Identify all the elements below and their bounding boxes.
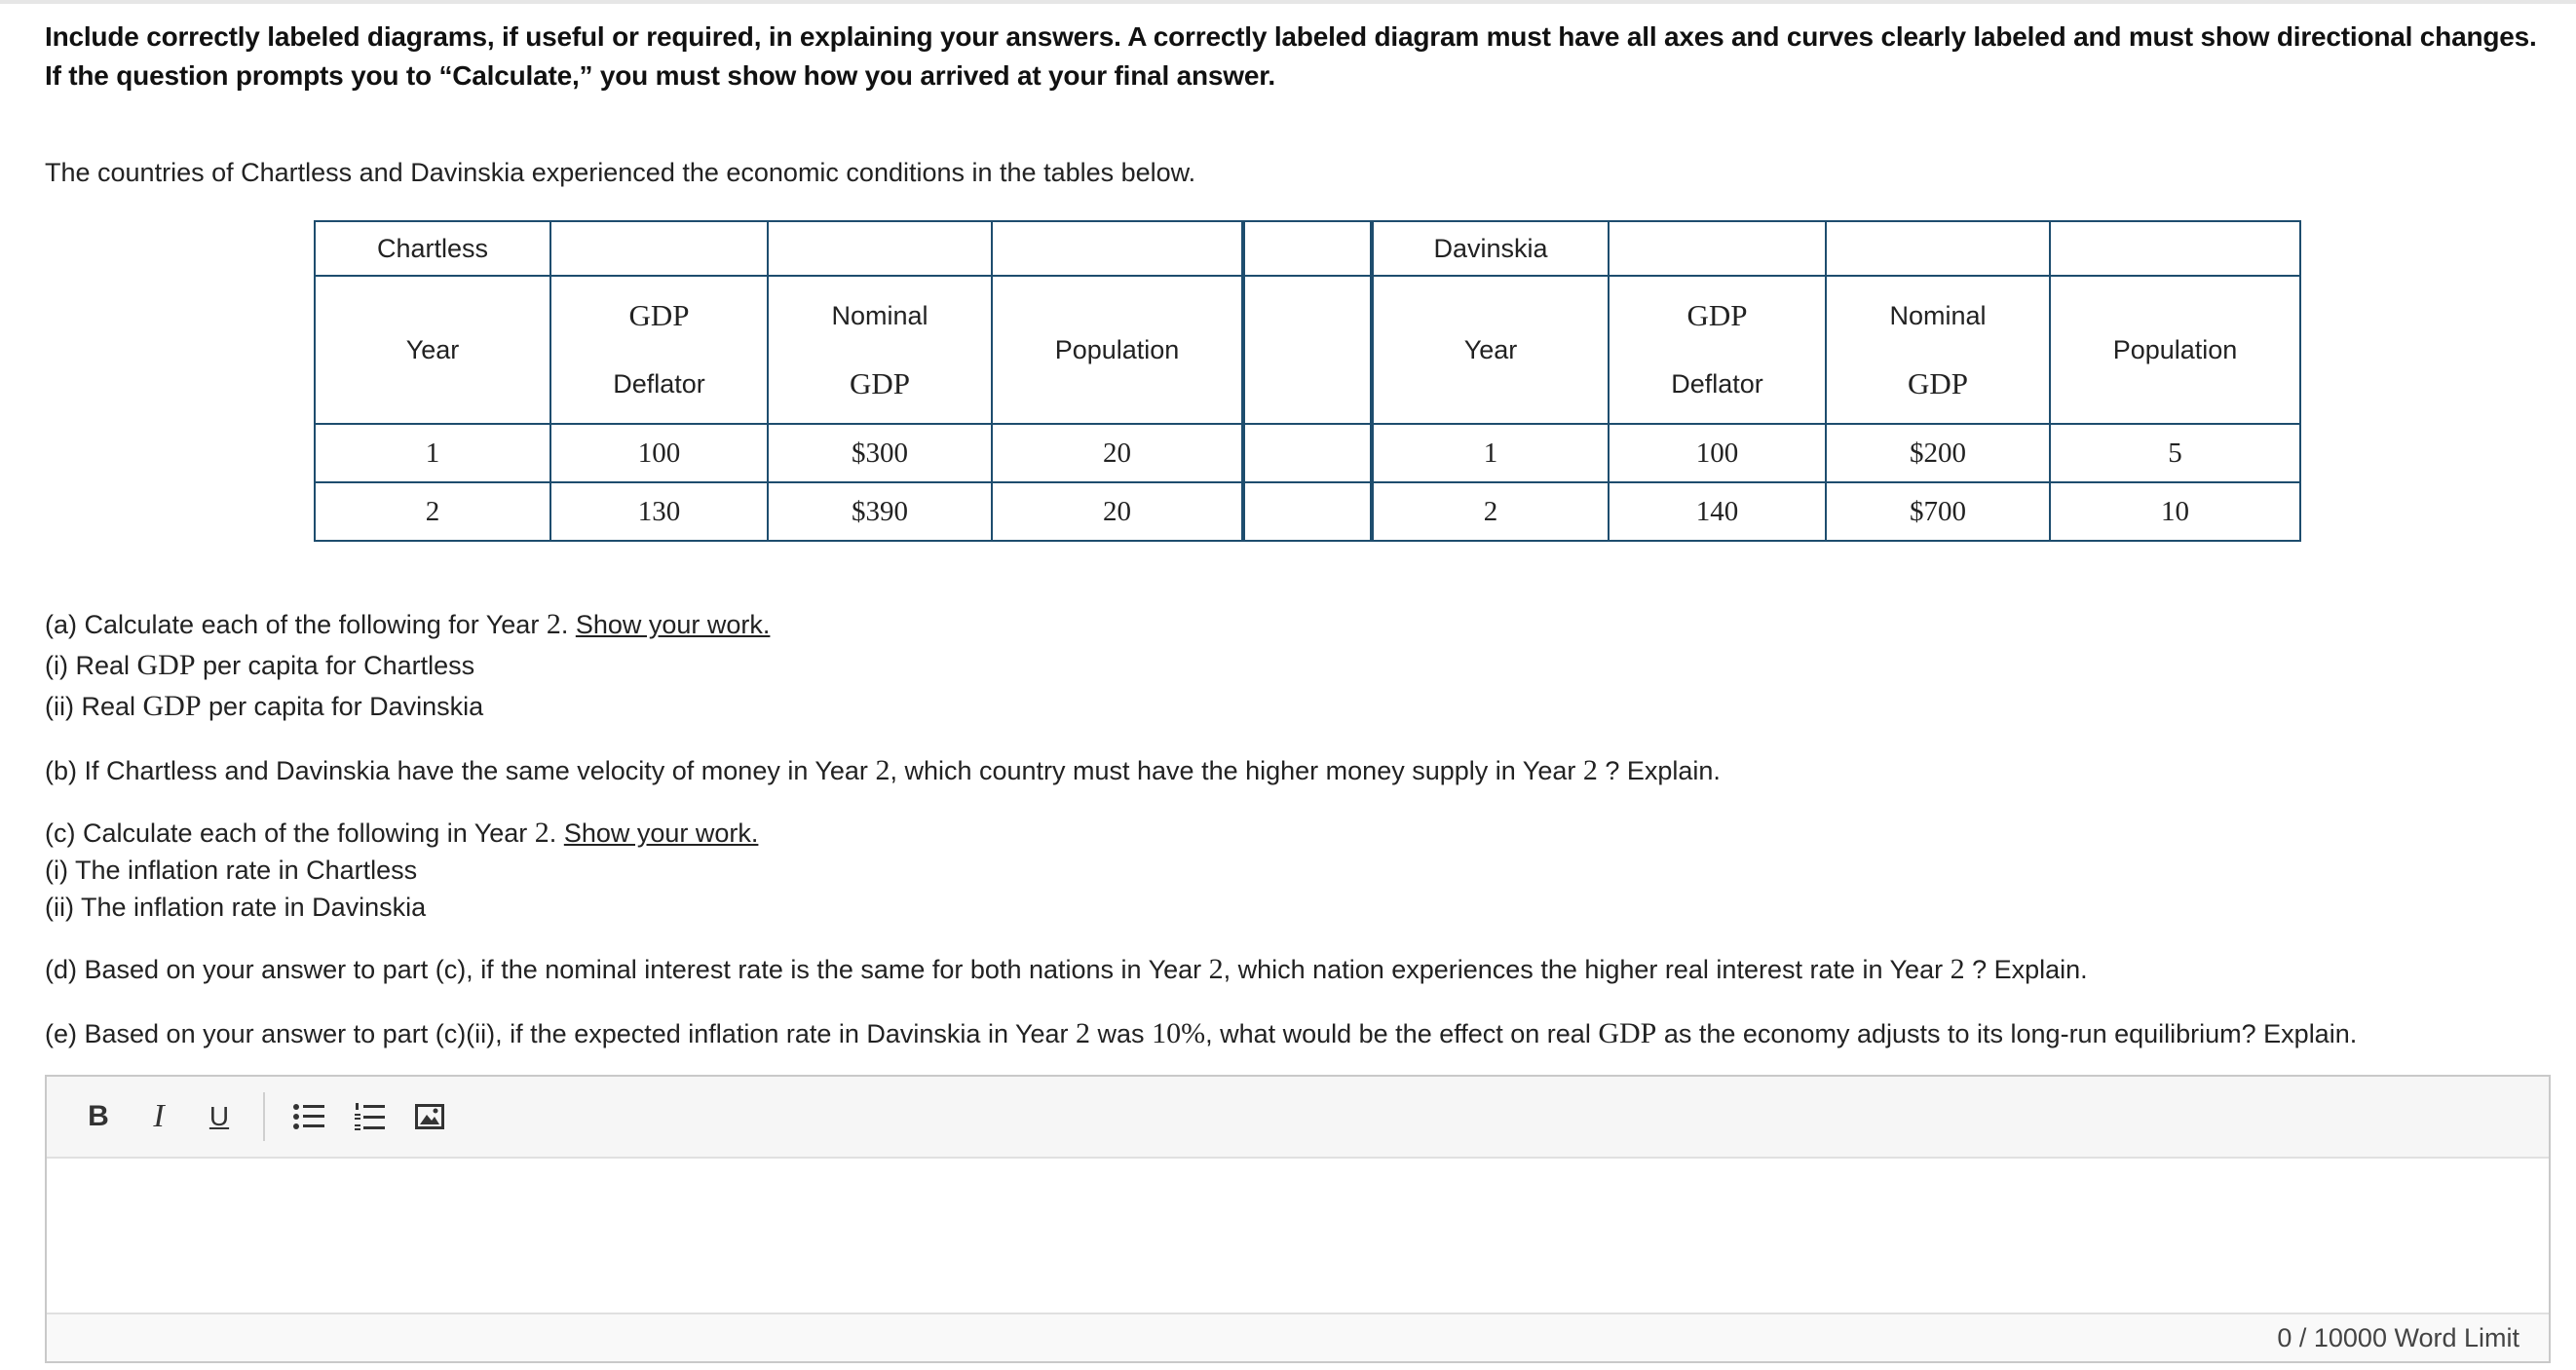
bold-button[interactable]: B: [88, 1100, 109, 1132]
table-gap: [1243, 220, 1372, 542]
underline-button[interactable]: U: [208, 1101, 230, 1131]
header-nominal-gdp: Nominal GDP: [1826, 276, 2050, 424]
header-population: Population: [992, 276, 1242, 424]
tables-container: [314, 220, 2301, 542]
question-b: (b) If Chartless and Davinskia have the same velocity of money in Year 2, which country must have the higher money supply in Year 2 ? Explain.: [45, 754, 1721, 786]
table-davinskia: [1372, 220, 2301, 542]
answer-editor: [45, 1075, 2551, 1363]
editor-status-bar: [47, 1313, 2549, 1361]
intro-text: The countries of Chartless and Davinskia experienced the economic conditions in the tables below.: [45, 158, 1196, 187]
question-a: (a) Calculate each of the following for Year 2. Show your work. (i) Real GDP per capita for Chartless (ii) Real GDP per capita for Davinskia: [45, 608, 771, 722]
question-content: [45, 18, 2549, 1049]
insert-image-button[interactable]: [399, 1087, 460, 1146]
word-count: 0 / 10000 Word Limit: [2277, 1322, 2519, 1352]
header-year: Year: [1373, 276, 1609, 424]
toolbar-divider: [263, 1092, 265, 1141]
questions-list: [45, 604, 2357, 1078]
instructions-text: Include correctly labeled diagrams, if useful or required, in explaining your answers. A correctly labeled diagram must have all axes and curves clearly labeled and must show directional changes. If the question prompts you to “Calculate,” you must show how you arrived at your final answer.: [45, 21, 2537, 91]
table-title: Chartless: [315, 221, 550, 276]
editor-toolbar: [47, 1077, 2549, 1159]
bulleted-list-button[interactable]: [279, 1087, 339, 1146]
table-chartless: [314, 220, 1243, 542]
header-nominal-gdp: Nominal GDP: [768, 276, 992, 424]
question-e: (e) Based on your answer to part (c)(ii), if the expected inflation rate in Davinskia in Year 2 was 10%, what would be the effect on real GDP as the economy adjusts to its long-run equilibrium? Explain.: [45, 1017, 2358, 1049]
table-row: 1 100 $300 20: [315, 424, 1242, 482]
image-icon: [415, 1104, 444, 1129]
header-gdp-deflator: GDP Deflator: [550, 276, 768, 424]
header-year: Year: [315, 276, 550, 424]
top-rule: [0, 0, 2576, 4]
answer-text-area[interactable]: [47, 1159, 2549, 1314]
table-row: 1 100 $200 5: [1373, 424, 2300, 482]
table-row: 2 130 $390 20: [315, 482, 1242, 541]
question-d: (d) Based on your answer to part (c), if the nominal interest rate is the same for both nations in Year 2, which nation experiences the higher real interest rate in Year 2 ? Explain.: [45, 953, 2088, 985]
bulleted-list-icon: [293, 1103, 324, 1130]
numbered-list-button[interactable]: [339, 1087, 399, 1146]
italic-button[interactable]: I: [153, 1098, 165, 1134]
header-population: Population: [2050, 276, 2300, 424]
numbered-list-icon: [354, 1102, 385, 1131]
table-row: 2 140 $700 10: [1373, 482, 2300, 541]
header-gdp-deflator: GDP Deflator: [1609, 276, 1826, 424]
table-title: Davinskia: [1373, 221, 1609, 276]
question-c: (c) Calculate each of the following in Year 2. Show your work. (i) The inflation rate in Chartless (ii) The inflation rate in Davinskia: [45, 817, 759, 922]
